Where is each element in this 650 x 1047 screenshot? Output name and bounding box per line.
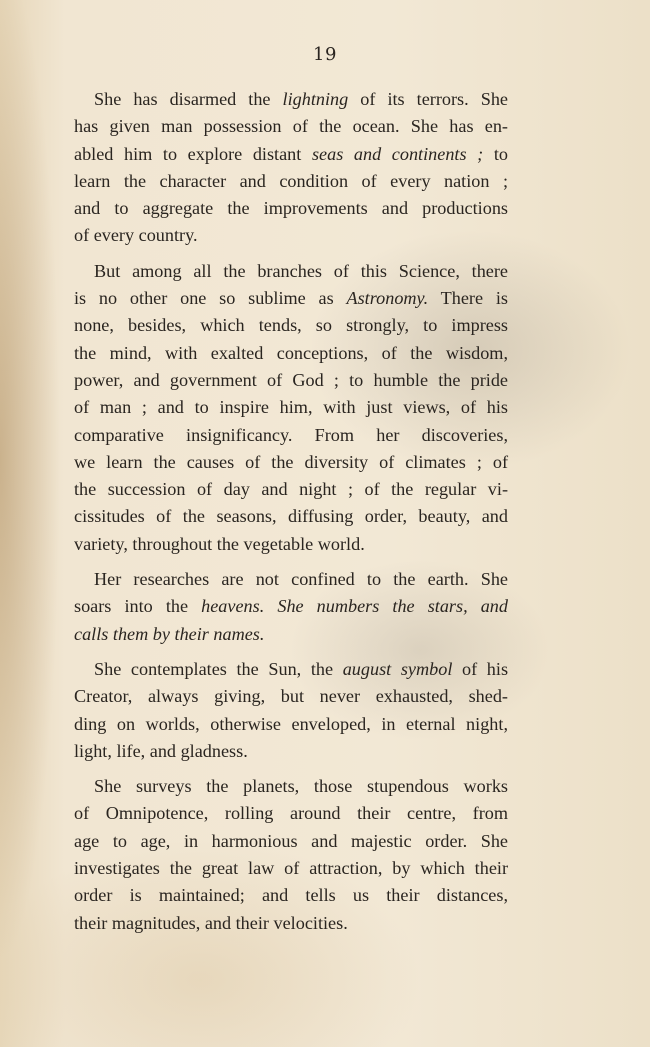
text-line <box>74 476 508 503</box>
paragraph <box>74 656 508 765</box>
text-line <box>74 656 508 683</box>
text-segment: Her researches are not confined to the earth. She <box>94 569 508 590</box>
text-segment: Creator, always giving, but never exhausted, shed- <box>74 686 508 707</box>
text-segment: the mind, with exalted conceptions, of the wisdom, <box>74 342 508 363</box>
text-line <box>74 367 508 394</box>
text-line <box>74 855 508 882</box>
text-segment: She has disarmed the <box>94 89 283 109</box>
text-segment: we learn the causes of the diversity of climates ; of <box>74 451 508 472</box>
text-segment: of its terrors. She <box>348 89 508 109</box>
italic-segment: august symbol <box>342 658 453 679</box>
text-line <box>74 503 508 530</box>
text-line <box>74 738 508 765</box>
italic-segment: lightning <box>282 89 349 109</box>
text-segment: She contemplates the Sun, the <box>94 658 343 679</box>
italic-segment: calls them by their names. <box>74 623 265 644</box>
text-line <box>74 195 508 222</box>
italic-segment: seas and continents ; <box>311 143 484 164</box>
text-line <box>74 285 508 312</box>
text-segment: has given man possession of the ocean. She has en- <box>74 116 508 137</box>
text-line <box>74 168 508 195</box>
text-segment: none, besides, which tends, so strongly, to impress <box>74 315 508 336</box>
text-line <box>74 882 508 909</box>
text-line <box>74 258 508 285</box>
text-line <box>74 828 508 855</box>
text-line <box>74 312 508 339</box>
text-line <box>74 340 508 367</box>
text-line <box>74 593 508 620</box>
text-segment: comparative insignificancy. From her discoveries, <box>74 424 508 445</box>
text-line <box>74 566 508 593</box>
text-segment: of every country. <box>74 225 198 246</box>
text-segment: learn the character and condition of every nation ; <box>74 170 508 191</box>
text-line <box>74 773 508 800</box>
text-segment: power, and government of God ; to humble the pride <box>74 369 508 390</box>
page-number: 19 <box>313 44 337 65</box>
text-segment: But among all the branches of this Science, there <box>94 260 508 281</box>
text-line <box>74 621 508 648</box>
text-line <box>74 800 508 827</box>
text-line <box>74 711 508 738</box>
text-segment: There is <box>428 288 508 309</box>
text-segment: of his <box>452 658 509 679</box>
text-segment: light, life, and gladness. <box>74 740 248 761</box>
text-segment: the succession of day and night ; of the regular vi- <box>74 479 508 500</box>
text-line <box>74 531 508 558</box>
text-line <box>74 141 508 168</box>
text-line <box>74 86 508 113</box>
text-line <box>74 422 508 449</box>
body-text <box>74 86 508 945</box>
text-segment: soars into the <box>74 596 202 617</box>
text-segment: is no other one so sublime as <box>74 288 347 309</box>
text-segment: and to aggregate the improvements and productions <box>74 198 508 219</box>
text-segment: variety, throughout the vegetable world. <box>74 533 365 554</box>
text-segment: their magnitudes, and their velocities. <box>74 912 348 933</box>
paragraph <box>74 258 508 558</box>
italic-segment: heavens. <box>201 596 265 617</box>
text-line <box>74 394 508 421</box>
text-segment: to <box>483 143 508 164</box>
text-segment: ding on worlds, otherwise enveloped, in eternal night, <box>74 713 508 734</box>
text-line <box>74 113 508 140</box>
paragraph <box>74 566 508 648</box>
text-segment: cissitudes of the seasons, diffusing order, beauty, and <box>74 506 508 527</box>
text-segment: age to age, in harmonious and majestic order. She <box>74 830 508 851</box>
text-line <box>74 683 508 710</box>
text-segment: order is maintained; and tells us their distances, <box>74 885 508 906</box>
text-line <box>74 222 508 249</box>
italic-segment: Astronomy. <box>346 288 429 309</box>
text-segment: She surveys the planets, those stupendous works <box>94 776 508 797</box>
italic-segment: She numbers the stars, and <box>277 596 508 617</box>
text-segment: abled him to explore distant <box>74 143 312 164</box>
paragraph <box>74 773 508 937</box>
text-line <box>74 910 508 937</box>
text-segment: investigates the great law of attraction, by which their <box>74 858 508 879</box>
paragraph <box>74 86 508 250</box>
text-segment: of Omnipotence, rolling around their centre, from <box>74 803 508 824</box>
text-segment <box>264 596 277 616</box>
text-line <box>74 449 508 476</box>
text-segment: of man ; and to inspire him, with just views, of his <box>74 397 508 418</box>
